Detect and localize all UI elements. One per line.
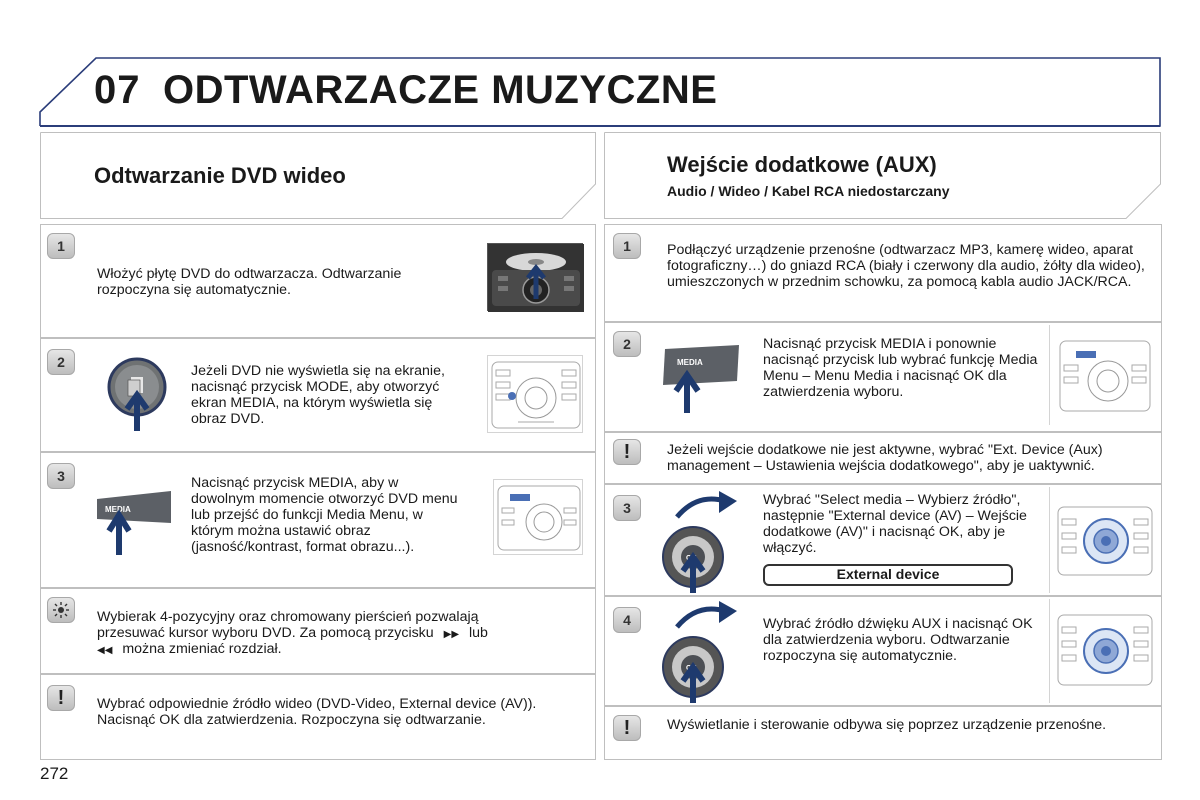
console-illustration: [1050, 325, 1158, 425]
console-illustration: [488, 356, 584, 434]
mode-button-icon: [107, 351, 171, 435]
right-section-title: Wejście dodatkowe (AUX): [667, 152, 937, 177]
right-section-subtitle: Audio / Wideo / Kabel RCA niedostarczany: [667, 183, 950, 199]
media-button-label: MEDIA: [105, 505, 131, 514]
ok-dial-icon: [657, 597, 757, 705]
exclamation-icon: !: [47, 685, 75, 711]
right-step-3: [604, 484, 1162, 596]
right-step-2: [604, 322, 1162, 432]
console-thumbnail: [493, 479, 583, 555]
step-text: Podłączyć urządzenie przenośne (odtwarzacz MP3, kamerę wideo, aparat fotograficzny…) do gniazd RCA (biały i czerwony dla audio, żółty dla wideo), umieszczonych w przednim schowku, za pomocą kabla audio JACK/RCA.: [667, 242, 1145, 290]
warning-text: Wybrać odpowiednie źródło wideo (DVD-Video, External device (AV)). Nacisnąć OK dla zatwierdzenia. Rozpoczyna się odtwarzanie.: [97, 696, 537, 728]
step-text: Nacisnąć przycisk MEDIA i ponownie nacisnąć przycisk lub wybrać funkcję Media Menu – Menu Media i nacisnąć OK dla zatwierdzenia wyboru.: [763, 336, 1038, 400]
chapter-title: ODTWARZACZE MUZYCZNE: [163, 68, 718, 112]
step-badge: 2: [47, 349, 75, 375]
step-text: Wybrać źródło dźwięku AUX i nacisnąć OK dla zatwierdzenia wyboru. Odtwarzanie rozpoczyna się automatycznie.: [763, 616, 1033, 664]
console-thumbnail: [1049, 599, 1157, 703]
step-badge: 2: [613, 331, 641, 357]
tip-badge: [47, 597, 75, 623]
fast-forward-icon: ▶▶: [443, 629, 460, 640]
step-badge: 3: [47, 463, 75, 489]
step-badge: 3: [613, 495, 641, 521]
step-text: Nacisnąć przycisk MEDIA, aby w dowolnym momencie otworzyć DVD menu lub przejść do funkcji Media Menu, w którym można ustawić obraz (jasność/kontrast, format obrazu...).: [191, 475, 458, 555]
page-number: 272: [40, 764, 69, 783]
tip-line-2-text: przesuwać kursor wyboru DVD. Za pomocą przycisku: [97, 625, 434, 641]
ok-dial-icon: [657, 487, 757, 595]
dvd-slot-illustration: [488, 244, 584, 312]
step-badge: 1: [47, 233, 75, 259]
warning-text: Wyświetlanie i sterowanie odbywa się poprzez urządzenie przenośne.: [667, 717, 1107, 733]
external-device-option: External device: [763, 564, 1013, 586]
media-button-icon: [661, 341, 743, 415]
right-step-4: [604, 596, 1162, 706]
console-illustration: [1050, 487, 1158, 593]
step-text: Jeżeli DVD nie wyświetla się na ekranie, nacisnąć przycisk MODE, aby otworzyć ekran MEDIA, na którym wyświetla się obraz DVD.: [191, 363, 445, 427]
ok-label: OK: [686, 555, 697, 562]
tip-line-3-text: można zmieniać rozdział.: [122, 641, 282, 657]
step-text: Włożyć płytę DVD do odtwarzacza. Odtwarzanie rozpoczyna się automatycznie.: [97, 266, 402, 298]
left-step-2: [40, 338, 596, 452]
left-section-title: Odtwarzanie DVD wideo: [94, 163, 346, 188]
step-text: Wybrać "Select media – Wybierz źródło", następnie "External device (AV) – Wejście dodatkowe (AV)" i nacisnąć OK, aby je włączyć.: [763, 492, 1027, 556]
chapter-number: 07: [94, 68, 141, 112]
left-step-1: [40, 224, 596, 338]
warning-text: Jeżeli wejście dodatkowe nie jest aktywne, wybrać "Ext. Device (Aux) management – Ustawienia wejścia dodatkowego", aby je uaktywnić.: [667, 442, 1103, 474]
left-warning: [40, 674, 596, 760]
tip-line-2-after: lub: [468, 625, 488, 641]
exclamation-icon: !: [613, 715, 641, 741]
step-badge: 4: [613, 607, 641, 633]
tip-line-3: [97, 641, 577, 659]
left-step-3: [40, 452, 596, 588]
ok-label: OK: [686, 665, 697, 672]
exclamation-icon: !: [613, 439, 641, 465]
dvd-player-photo: [487, 243, 583, 311]
console-illustration: [1050, 599, 1158, 703]
right-warning-2: [604, 706, 1162, 760]
right-step-1: [604, 224, 1162, 322]
rewind-icon: ◀◀: [97, 645, 113, 656]
right-warning-1: [604, 432, 1162, 484]
console-thumbnail: [487, 355, 583, 433]
sun-icon: [53, 602, 69, 618]
tip-line-1: Wybierak 4-pozycyjny oraz chromowany pierścień pozwalają: [97, 609, 479, 625]
left-tip: [40, 588, 596, 674]
media-button-label: MEDIA: [677, 358, 703, 367]
step-badge: 1: [613, 233, 641, 259]
console-illustration: [494, 480, 584, 556]
console-thumbnail: [1049, 487, 1157, 593]
console-thumbnail: [1049, 325, 1157, 425]
media-button-icon: [93, 489, 175, 559]
